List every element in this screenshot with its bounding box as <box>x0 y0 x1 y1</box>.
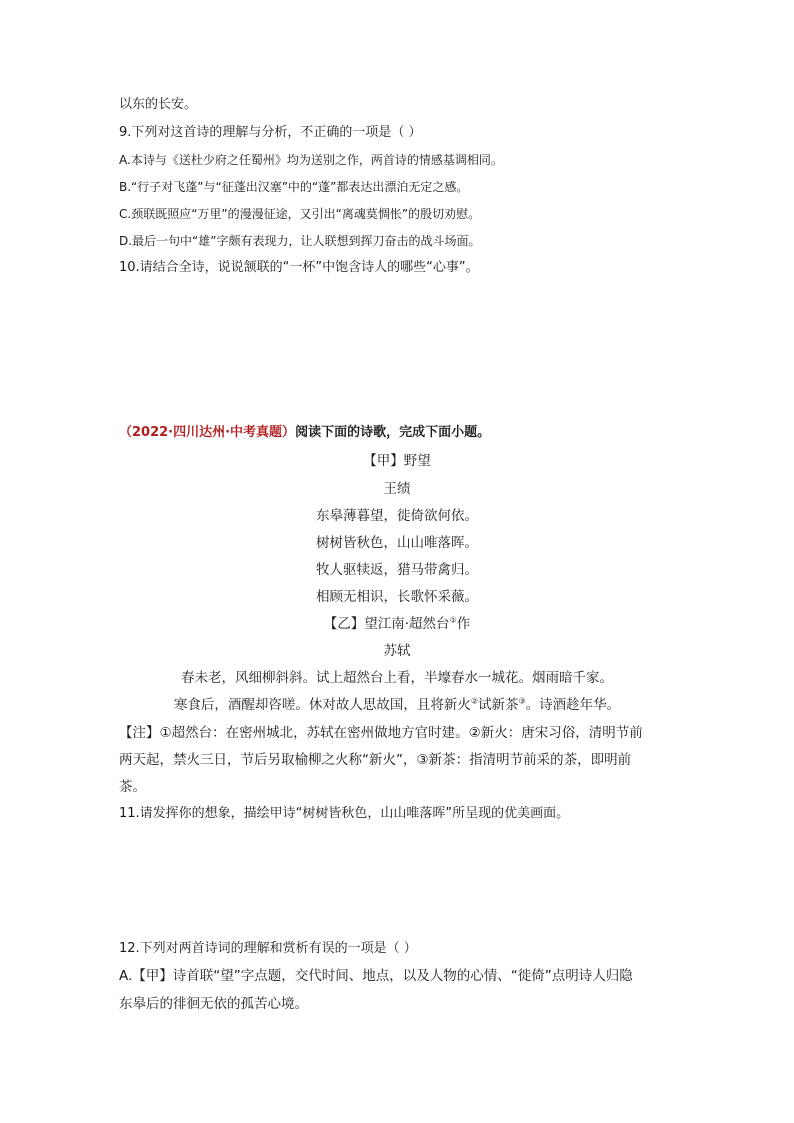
poem-b-title-suffix: 作 <box>456 616 471 632</box>
poem-b-line-2-part-a: 寒食后，酒醒却咨嗟。休对故人思故国，且将新火 <box>173 697 471 713</box>
poem-a-author: 王绩 <box>383 481 411 497</box>
poem-a-line-1: 东皋薄暮望，徙倚欲何依。 <box>316 508 478 524</box>
q9-option-c: C.颈联既照应“万里”的漫漫征途，又引出“离魂莫惆怅”的殷切劝慰。 <box>119 207 481 221</box>
footnote-mark-1: ① <box>449 615 457 625</box>
poem-a-line-2: 树树皆秋色，山山唯落晖。 <box>316 535 478 551</box>
q9-option-b: B.“行子对飞蓬”与“征蓬出汉塞”中的“蓬”都表达出漂泊无定之感。 <box>119 180 469 194</box>
note-line-3: 茶。 <box>119 779 146 795</box>
q12-option-a-line-2: 东皋后的徘徊无依的孤苦心境。 <box>119 996 308 1012</box>
q12-option-a-line-1: A.【甲】诗首联“望”字点题，交代时间、地点，以及人物的心情、“徙倚”点明诗人归隐 <box>119 968 633 984</box>
poem-b-line-2 <box>0 696 794 714</box>
q10-stem: 10.请结合全诗，说说颔联的“一杯”中饱含诗人的哪些“心事”。 <box>119 260 479 275</box>
poem-a-line-3: 牧人驱犊返，猎马带禽归。 <box>316 562 478 578</box>
poem-b-line-2-part-c: 。诗酒趁年华。 <box>525 697 621 713</box>
poem-a-line-4: 相顾无相识，长歌怀采薇。 <box>316 589 478 605</box>
q12-stem: 12.下列对两首诗词的理解和赏析有误的一项是（ ） <box>119 941 417 956</box>
section-heading <box>119 424 490 442</box>
q8-answer-tail: 以东的长安。 <box>119 97 198 112</box>
poem-b-title-text: 【乙】望江南·超然台 <box>323 616 450 632</box>
q9-stem: 9.下列对这首诗的理解与分析，不正确的一项是（ ） <box>119 125 422 140</box>
footnote-mark-2: ② <box>470 696 478 706</box>
section-instruction: 阅读下面的诗歌，完成下面小题。 <box>295 425 491 440</box>
footnote-mark-3: ③ <box>518 696 526 706</box>
poem-b-author: 苏轼 <box>383 643 411 659</box>
q11-stem: 11.请发挥你的想象，描绘甲诗“树树皆秋色，山山唯落晖”所呈现的优美画面。 <box>119 806 570 821</box>
poem-b-line-2-part-b: 试新茶 <box>478 697 519 713</box>
poem-b-line-1: 春未老，风细柳斜斜。试上超然台上看，半壕春水一城花。烟雨暗千家。 <box>181 670 613 686</box>
source-label: （2022·四川达州·中考真题） <box>119 425 296 440</box>
poem-b-title <box>0 615 794 633</box>
note-line-1: 【注】①超然台：在密州城北，苏轼在密州做地方官时建。②新火：唐宋习俗，清明节前 <box>119 725 643 741</box>
q9-option-a: A.本诗与《送杜少府之任蜀州》均为送别之作，两首诗的情感基调相同。 <box>119 153 503 167</box>
note-line-2: 两天起，禁火三日，节后另取榆柳之火称“新火”，③新茶：指清明节前采的茶，即明前 <box>119 752 632 768</box>
poem-a-title: 【甲】野望 <box>363 453 431 469</box>
q9-option-d: D.最后一句中“雄”字颇有表现力，让人联想到挥刀奋击的战斗场面。 <box>119 234 481 248</box>
